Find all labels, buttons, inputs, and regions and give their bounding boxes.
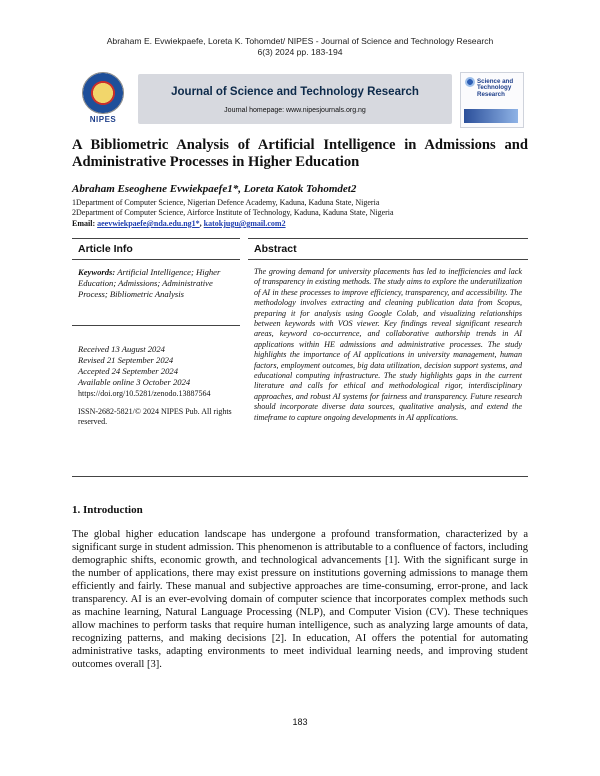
keywords	[72, 267, 240, 300]
date-accepted: Accepted 24 September 2024	[78, 366, 178, 376]
email-link-1[interactable]: aeevwiekpaefe@nda.edu.ng1*	[97, 219, 200, 228]
journal-cover-thumbnail	[460, 72, 524, 128]
cover-emblem-icon	[465, 77, 475, 87]
running-header-line1: Abraham E. Evwiekpaefe, Loreta K. Tohomdet/ NIPES - Journal of Science and Technology Research	[106, 36, 494, 46]
banner-title-box	[138, 74, 452, 124]
article-info-heading	[72, 238, 240, 260]
running-header-line2: 6(3) 2024 pp. 183-194	[257, 47, 343, 57]
introduction-paragraph: The global higher education landscape has undergone a profound transformation, characterized by a significant surge in student admission. This phenomenon is attributable to a confluence of factors, including demographic shifts, economic growth, and technological advancements [1]. With the significant surge in the number of applications, there may exist pressure on institutions governing admissions to manage them efficiently and fairly. These manual and subjective approaches are time-consuming, error-prone, and lack transparency. AI is an ever-evolving domain of computer science that incorporates complex methods such as machine learning, Natural Language Processing (NLP), and Computer Vision (CV). These techniques allow machines to perform tasks that require human intelligence, such as analyzing large amounts of data, recognizing patterns, and making decisions [2]. In education, AI offers the potential for automating administrative tasks, adapting environments to meet individual learning needs, and improving student outcomes overall [3].	[72, 529, 528, 670]
article-dates	[72, 344, 240, 388]
keywords-list: Artificial Intelligence; Higher Education; Admissions; Administrative Process; Bibliometric Analysis	[78, 267, 221, 299]
abstract-text: The growing demand for university placements has led to inefficiencies and lack of transparency in existing methods. The study aims to explore the underutilization of AI in these processes to improve efficiency, transparency, and accessibility. The methodology involves extracting and cleaning publication data from Scopus, preparing it for analysis using Google Colab, and visualizing relationships between keywords with VOS viewer. Key findings reveal significant research areas, keyword co-occurrence, and collaborative authorship trends in AI applications within HE admissions and administrative processes. The study highlights the importance of AI applications in university management, human factors, employment outcomes, big data utilization, decision support systems, and educational computing infrastructure. The study highlights gaps in the current literature and calls for ethical and methodological rigor, interdisciplinary approaches, and robust AI systems for fairness and transparency. Future research should incorporate diverse data sources, qualitative analysis, and extend the timeframe to capture ongoing developments in AI applications.	[254, 267, 522, 422]
email-separator: ,	[199, 219, 204, 228]
cover-text: Science and Technology Research	[477, 78, 514, 98]
keywords-label: Keywords:	[78, 267, 116, 277]
cover-graphic	[464, 109, 518, 123]
info-section-divider	[72, 476, 528, 477]
abstract-heading-text: Abstract	[254, 243, 297, 255]
affiliation-1: 1Department of Computer Science, Nigerian Defence Academy, Kaduna, Kaduna State, Nigeria	[72, 198, 380, 207]
journal-banner	[72, 68, 528, 128]
affiliation-2: 2Department of Computer Science, Airforce Institute of Technology, Kaduna, Kaduna State, Nigeria	[72, 208, 394, 217]
doi-link[interactable]: https://doi.org/10.5281/zenodo.13887564	[78, 389, 211, 398]
logo-acronym: NIPES	[89, 115, 117, 124]
running-header	[0, 36, 600, 58]
author-list: Abraham Eseoghene Evwiekpaefe1*, Loreta Katok Tohomdet2	[72, 183, 357, 195]
issn-copyright: ISSN-2682-5821/© 2024 NIPES Pub. All rights reserved.	[78, 407, 232, 426]
nipes-logo	[76, 72, 130, 128]
journal-homepage[interactable]: Journal homepage: www.nipesjournals.org.ng	[224, 107, 366, 114]
email-line	[72, 219, 528, 228]
nipes-seal-icon	[82, 72, 124, 114]
journal-title: Journal of Science and Technology Research	[171, 86, 419, 98]
date-online: Available online 3 October 2024	[78, 377, 191, 387]
article-info-heading-text: Article Info	[78, 243, 133, 255]
section-heading-introduction: 1. Introduction	[72, 504, 143, 516]
date-revised: Revised 21 September 2024	[78, 355, 174, 365]
article-title: A Bibliometric Analysis of Artificial Intelligence in Admissions and Administrative Processes in Higher Education	[72, 137, 528, 170]
abstract-heading	[248, 238, 528, 260]
email-label: Email:	[72, 219, 98, 228]
email-link-2[interactable]: katokjugu@gmail.com2	[203, 219, 286, 228]
page-number: 183	[292, 717, 308, 727]
date-received: Received 13 August 2024	[78, 344, 165, 354]
keywords-divider	[72, 325, 240, 326]
